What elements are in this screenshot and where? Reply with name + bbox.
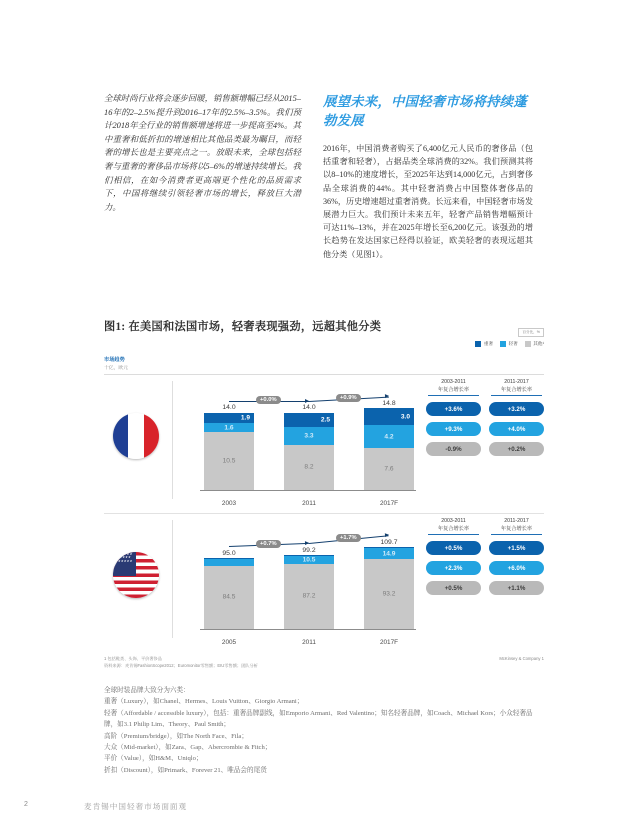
bar-segment-top (364, 408, 414, 425)
bar-segment-grey (364, 448, 414, 490)
bar-total-label: 14.0 (222, 404, 236, 412)
cagr-pill: +1.5% (489, 541, 544, 555)
legend-label: 轻奢 (508, 341, 518, 346)
cagr-col-header (426, 379, 481, 396)
legend-item-heavy-luxury (475, 341, 493, 347)
stacked-bar (284, 413, 334, 490)
cagr-pill: +1.1% (489, 581, 544, 595)
cagr-pill: +0.2% (489, 442, 544, 456)
bar-segment-value: 84.5 (222, 593, 236, 601)
chart-panel-france (104, 375, 544, 513)
x-axis (200, 629, 416, 630)
legend-area (475, 318, 544, 347)
bottom-note-line: 重奢（Luxury），如Chanel、Hermes、Louis Vuitton、Giorgio Armani； (104, 698, 304, 706)
cagr-arrow-label: +0.7% (256, 540, 281, 548)
cagr-label: 年复合增长率 (437, 387, 470, 393)
x-axis-tick-label: 2017F (379, 500, 399, 507)
x-axis-tick-label: 2011 (302, 639, 316, 646)
bar-segment-value: 93.2 (382, 590, 396, 598)
usa-cagr-table (426, 518, 544, 595)
x-axis-tick-label: 2011 (302, 500, 316, 507)
cagr-row (426, 561, 544, 575)
cagr-col-header (489, 518, 544, 535)
x-axis-tick-label: 2017F (379, 639, 399, 646)
x-axis-tick-label: 2003 (221, 500, 237, 507)
bar-segment-top (284, 413, 334, 427)
chart-panel-usa (104, 513, 544, 652)
cagr-col-header (426, 518, 481, 535)
exhibit-subtitle-block (104, 356, 544, 371)
bottom-note-line: 大众（Mid-market），如Zara、Gap、Abercrombie & Fitch； (104, 744, 272, 752)
bar-segment-grey (204, 432, 254, 490)
cagr-years: 2011-2017 (504, 518, 529, 524)
footnote-source: 资料来源：麦肯锡FashionScope2012；Euromonitor零售额；EIU零售额；团队分析 (104, 663, 258, 668)
x-axis (200, 490, 416, 491)
cagr-arrow-head (385, 394, 389, 398)
exhibit-title: 图1: 在美国和法国市场，轻奢表现强劲，远超其他分类 (104, 321, 382, 333)
bar-segment-value: 3.3 (304, 432, 314, 440)
legend-swatch-icon (475, 341, 481, 347)
bar-segment-value: 1.9 (240, 414, 250, 422)
bottom-note (104, 685, 544, 776)
bar-segment-mid (364, 548, 414, 559)
cagr-label: 年复合增长率 (500, 387, 533, 393)
section-title: 展望未来，中国轻奢市场将持续蓬勃发展 (323, 94, 527, 128)
cagr-row (426, 422, 544, 436)
cagr-pill: +9.3% (426, 422, 481, 436)
cagr-col-header (489, 379, 544, 396)
usa-flag-cell (108, 552, 164, 603)
cagr-pill: +3.2% (489, 402, 544, 416)
intro-right-paragraph: 2016年，中国消费者购买了6,400亿元人民币的奢侈品（包括重奢和轻奢），占据品类全球消费的32%。我们预测其将以8–10%的速度增长，至2025年达到14,000亿元，占到奢侈品全球消费的44%。其中轻奢消费占中国整体奢侈品的36%，历史增速超过重奢消费。长远来看，中国轻奢市场发展潜力巨大。我们预计未来五年，轻奢产品销售增幅预计可达11%–13%，并在2025年增长至6,200亿元。该强劲的增长趋势在发达国家已经得以验证，欧美轻奢的表现远超其他分类（见图1）。 (323, 144, 533, 259)
stacked-bar (204, 558, 254, 629)
cagr-row (426, 402, 544, 416)
france-flag-icon (113, 413, 159, 459)
france-cagr-table (426, 379, 544, 456)
bar-segment-value: 87.2 (302, 592, 316, 600)
bar-total-label: 14.0 (302, 404, 316, 412)
cagr-arrow-label: +0.0% (256, 396, 281, 404)
footnote-1: 1 包括鞋类、头饰、平价奢侈品 (104, 656, 162, 661)
bottom-note-line: 平价（Value），如H&M、Uniqlo； (104, 755, 203, 763)
cagr-pill: +0.5% (426, 581, 481, 595)
bottom-note-line: 折扣（Discount），如Primark、Forever 21、唯品会的尾货 (104, 766, 267, 774)
exhibit-header (104, 318, 544, 347)
intro-section (104, 92, 544, 261)
bar-segment-value: 7.6 (384, 465, 394, 473)
bar-segment-value: 1.6 (224, 424, 234, 432)
bar-total-label: 99.2 (302, 546, 316, 554)
bar-segment-grey (284, 445, 334, 490)
exhibit-1 (104, 318, 544, 652)
chart-legend (475, 341, 544, 347)
cagr-row (426, 442, 544, 456)
cagr-pill: +6.0% (489, 561, 544, 575)
bar-segment-value: 4.2 (384, 433, 394, 440)
panel-divider (172, 520, 173, 638)
cagr-years: 2011-2017 (504, 379, 529, 385)
bar-segment-value: 14.9 (382, 550, 396, 558)
bar-segment-mid (204, 559, 254, 566)
legend-swatch-icon (500, 341, 506, 347)
cagr-pill: +2.3% (426, 561, 481, 575)
bar-segment-value: 8.2 (304, 463, 314, 471)
bar-segment-mid (364, 425, 414, 448)
cagr-row (426, 541, 544, 555)
bar-segment-mid (284, 556, 334, 564)
cagr-pill: +4.0% (489, 422, 544, 436)
bar-segment-mid (284, 427, 334, 445)
cagr-row (426, 581, 544, 595)
exhibit-subtitle: 市场趋势 (104, 357, 125, 363)
cagr-pill: +3.6% (426, 402, 481, 416)
stacked-bar (364, 547, 414, 629)
intro-right-column (323, 92, 533, 261)
stacked-bar (204, 413, 254, 490)
cagr-arrow-label: +0.9% (336, 394, 361, 402)
bar-segment-grey (284, 564, 334, 629)
legend-label: 重奢 (483, 341, 494, 346)
cagr-years: 2003-2011 (441, 379, 466, 385)
cagr-arrow-head (385, 533, 389, 537)
bar-segment-value: 10.5 (222, 457, 236, 465)
cagr-arrow-label: +1.7% (336, 534, 361, 542)
bottom-note-line: 高阶（Premium/bridge），如The North Face、Fila； (104, 732, 248, 740)
bar-segment-top (204, 413, 254, 423)
bottom-note-line: 轻奢（Affordable / accessible luxury），包括：重奢品牌副线，如Emporio Armani、Red Valentino；知名轻奢品牌，如Coach、Michael Kors；小众轻奢品牌，如3.1 Philip Lim、Theory、Paul Smith； (104, 709, 533, 729)
bar-segment-grey (364, 559, 414, 629)
usa-plot (182, 514, 420, 652)
usa-flag-icon: ★★★★★ ★★★★ ★★★★★ (113, 552, 159, 598)
intro-left-paragraph: 全球时尚行业将会逐步回暖，销售额增幅已经从2015–16年的2–2.5%提升到2016–17年的2.5%–3.5%。我们预计2018年全行业的销售额增速将进一步提高至4%。其中重奢和低折扣的增速相比其他品类最为瞩目，而轻奢的增长也是主要亮点之一。放眼未来，全球包括轻奢与重奢的奢侈品市场将以5–6%的增速持续增长。我们相信，在如今消费者更高端更个性化的品质需求下，中国将继续引领轻奢市场的增长，释放巨大潜力。 (104, 94, 301, 212)
stacked-bar (284, 555, 334, 629)
legend-swatch-icon (525, 341, 531, 347)
cagr-label: 年复合增长率 (437, 526, 470, 532)
cagr-pill: +0.5% (426, 541, 481, 555)
bar-segment-value: 2.5 (320, 416, 330, 424)
exhibit-footnotes (104, 655, 544, 669)
bar-total-label: 95.0 (222, 549, 236, 557)
legend-note: 百分比，% (518, 328, 544, 337)
intro-left-column (104, 92, 301, 261)
bar-total-label: 14.8 (382, 399, 396, 407)
france-flag-cell (108, 413, 164, 464)
cagr-label: 年复合增长率 (500, 526, 533, 532)
stacked-bar (364, 408, 414, 490)
exhibit-unit: 十亿，欧元 (104, 366, 128, 371)
bar-segment-value: 10.5 (302, 556, 316, 564)
panel-divider (172, 381, 173, 499)
page-number: 2 (24, 801, 28, 808)
x-axis-tick-label: 2005 (221, 639, 237, 646)
legend-label: 其他¹ (533, 341, 544, 346)
bar-segment-value: 3.0 (400, 413, 410, 421)
france-plot (182, 375, 420, 513)
footer-text: 麦肯锡中国轻奢市场面面观 (84, 802, 188, 811)
legend-item-other (525, 341, 544, 347)
legend-item-affordable-luxury (500, 341, 518, 347)
bar-segment-mid (204, 423, 254, 432)
bar-total-label: 109.7 (380, 538, 398, 546)
bottom-note-lead: 全球时装品牌大致分为六类： (104, 687, 190, 694)
bar-segment-grey (204, 566, 254, 629)
mckinsey-credit: McKinsey & Company 1 (499, 656, 544, 661)
cagr-years: 2003-2011 (441, 518, 466, 524)
cagr-pill: -0.9% (426, 442, 481, 456)
